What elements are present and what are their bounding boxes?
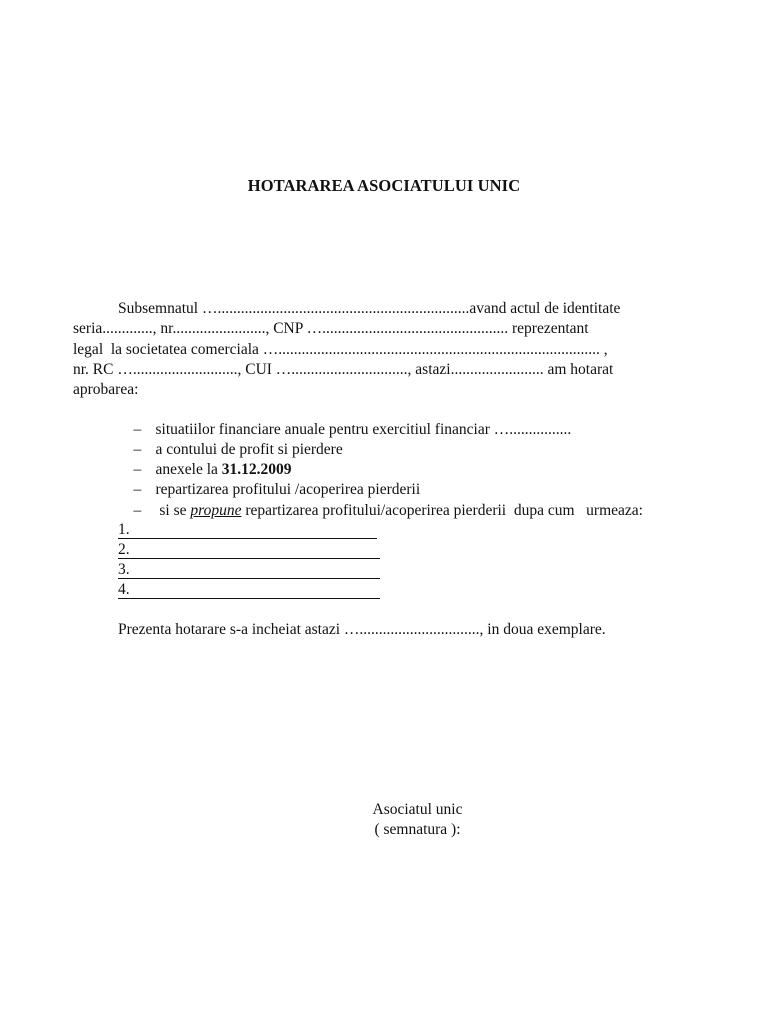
- signature-note: ( semnatura ):: [374, 821, 461, 838]
- line-number: 1.: [118, 521, 130, 538]
- dash-marker: –: [133, 481, 142, 498]
- paragraph-line-2: seria............., nr........................, CNP …................................................ reprezentant: [73, 320, 589, 337]
- numbered-blank-line-2: [118, 539, 380, 559]
- paragraph-line-3: legal la societatea comerciala …................................................................................... ,: [73, 341, 608, 358]
- list-item-text: anexele la: [155, 461, 222, 478]
- dash-marker: –: [133, 461, 142, 478]
- list-item-text: repartizarea profitului/acoperirea pierderii dupa cum urmeaza:: [241, 502, 643, 519]
- numbered-blank-line-3: [118, 559, 380, 579]
- document-title: HOTARAREA ASOCIATULUI UNIC: [247, 176, 521, 195]
- date-value: 31.12.2009: [221, 461, 292, 478]
- line-number: 4.: [118, 581, 130, 598]
- list-item-text: repartizarea profitului /acoperirea pierderii: [155, 481, 421, 498]
- paragraph-line-1: Subsemnatul ….................................................................avand actul de identitate: [118, 300, 621, 317]
- dash-marker: –: [133, 421, 142, 438]
- signature-role: Asociatul unic: [372, 801, 463, 818]
- dash-marker: –: [133, 441, 142, 458]
- paragraph-line-5: aprobarea:: [73, 381, 139, 398]
- list-item-text: si se: [155, 502, 191, 519]
- dash-marker: –: [133, 502, 142, 519]
- line-number: 2.: [118, 541, 130, 558]
- emphasized-word: propune: [190, 502, 242, 519]
- numbered-blank-line-4: [118, 579, 380, 599]
- list-item-text: situatiilor financiare anuale pentru exercitiul financiar …................: [155, 421, 572, 438]
- line-number: 3.: [118, 561, 130, 578]
- closing-statement: Prezenta hotarare s-a incheiat astazi …..............................., in doua exemplare.: [118, 621, 606, 638]
- paragraph-line-4: nr. RC …..........................., CUI ….............................., astazi........................ am hotarat: [73, 361, 614, 378]
- numbered-blank-line-1: [118, 519, 377, 539]
- list-item-text: a contului de profit si pierdere: [155, 441, 343, 458]
